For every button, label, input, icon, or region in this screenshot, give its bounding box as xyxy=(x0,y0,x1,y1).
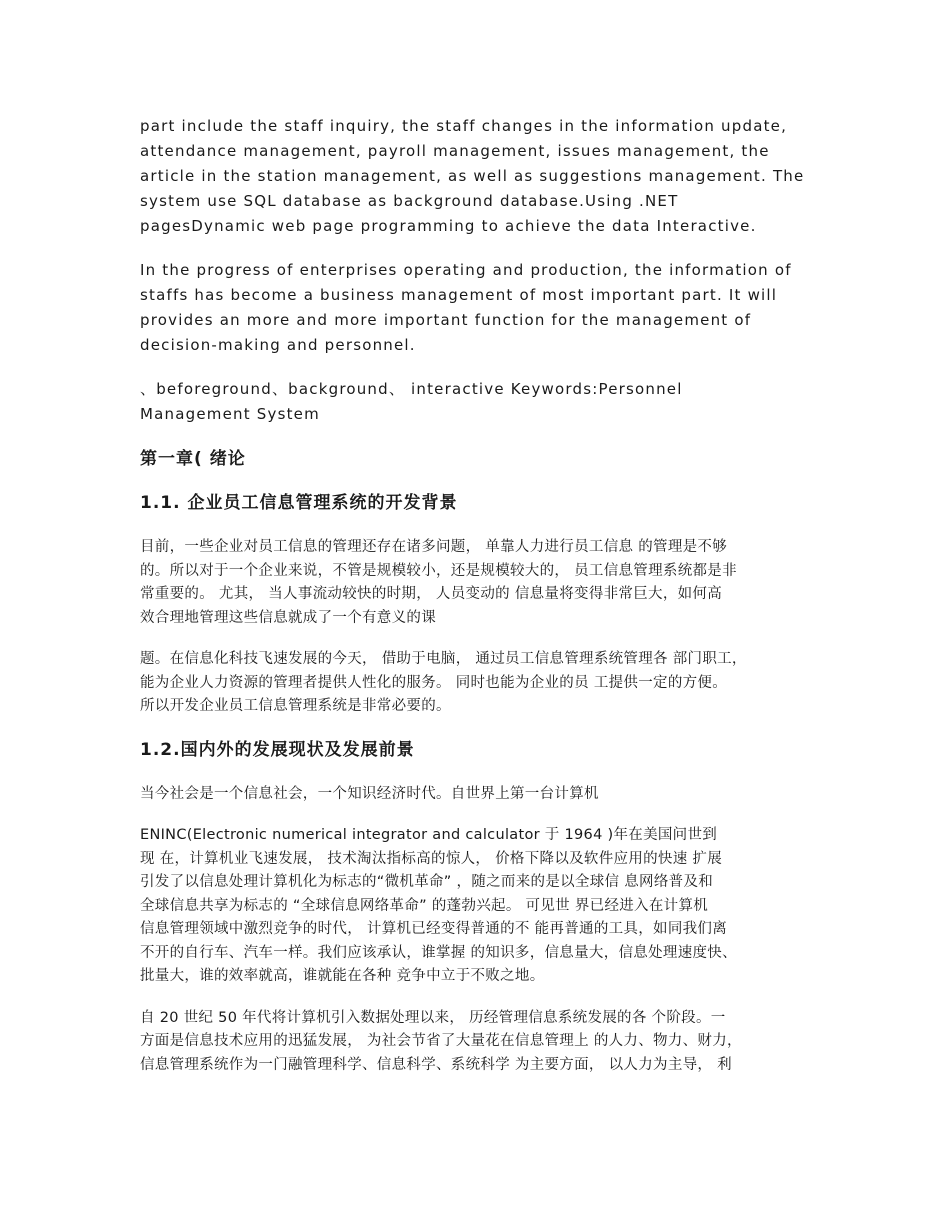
text-line: pagesDynamic web page programming to achieve the data Interactive. xyxy=(140,217,757,235)
text-line: 方面是信息技术应用的迅猛发展， 为社会节省了大量花在信息管理上 的人力、物力、财力， xyxy=(140,1033,742,1049)
text-line: 目前，一些企业对员工信息的管理还存在诸多问题， 单靠人力进行员工信息 的管理是不够 xyxy=(140,539,728,555)
section-1-2-paragraph-3 xyxy=(140,1007,820,1078)
text-line: 现 在，计算机业飞速发展， 技术淘汰指标高的惊人， 价格下降以及软件应用的快速 扩展 xyxy=(140,850,723,867)
text-line: system use SQL database as background database.Using .NET xyxy=(140,192,679,210)
text-line: 所以开发企业员工信息管理系统是非常必要的。 xyxy=(140,698,451,714)
text-line: 引发了以信息处理计算机化为标志的“微机革命” ，随之而来的是以全球信 息网络普及和 xyxy=(140,874,714,890)
text-line: staffs has become a business management of most important part. It will xyxy=(140,286,778,304)
text-line: decision-making and personnel. xyxy=(140,336,416,354)
text-line: 自 20 世纪 50 年代将计算机引入数据处理以来， 历经管理信息系统发展的各 个阶段。一 xyxy=(140,1009,726,1026)
text-line: provides an more and more important function for the management of xyxy=(140,311,752,329)
text-line: 常重要的。 尤其， 当人事流动较快的时期， 人员变动的 信息量将变得非常巨大，如何高 xyxy=(140,586,723,602)
document-page xyxy=(140,114,820,1095)
text-line: In the progress of enterprises operating and production, the information of xyxy=(140,261,792,279)
abstract-paragraph-1 xyxy=(140,114,820,239)
section-1-1-title: 1.1. 企业员工信息管理系统的开发背景 xyxy=(140,493,458,513)
text-line: 批量大，谁的效率就高，谁就能在各种 竞争中立于不败之地。 xyxy=(140,968,545,984)
text-line: 、beforeground、background、 interactive Keywords:Personnel xyxy=(140,380,683,398)
text-line: attendance management, payroll management, issues management, the xyxy=(140,142,770,160)
text-line: 当今社会是一个信息社会，一个知识经济时代。自世界上第一台计算机 xyxy=(140,785,599,802)
text-line: 全球信息共享为标志的 “全球信息网络革命” 的蓬勃兴起。 可见世 界已经进入在计算机 xyxy=(140,897,709,914)
text-line: 不开的自行车、汽车一样。我们应该承认，谁掌握 的知识多，信息量大，信息处理速度快、 xyxy=(140,944,737,961)
text-line: 题。在信息化科技飞速发展的今天， 借助于电脑， 通过员工信息管理系统管理各 部门职工， xyxy=(140,651,747,667)
text-line: 信息管理领域中激烈竞争的时代， 计算机已经变得普通的不 能再普通的工具，如同我们离 xyxy=(140,921,728,937)
section-1-2-paragraph-2 xyxy=(140,824,820,989)
section-1-2-title: 1.2.国内外的发展现状及发展前景 xyxy=(140,739,415,760)
section-1-2-paragraph-1 xyxy=(140,783,820,807)
text-line: ENINC(Electronic numerical integrator and calculator 于 1964 )年在美国问世到 xyxy=(140,827,718,843)
text-line: 的。所以对于一个企业来说，不管是规模较小，还是规模较大的， 员工信息管理系统都是非 xyxy=(140,562,737,579)
text-line: article in the station management, as well as suggestions management. The xyxy=(140,167,805,185)
text-line: 信息管理系统作为一门融管理科学、信息科学、系统科学 为主要方面， 以人力为主导， 利 xyxy=(140,1056,732,1073)
text-line: 效合理地管理这些信息就成了一个有意义的课 xyxy=(140,609,436,626)
text-line: part include the staff inquiry, the staff changes in the information update, xyxy=(140,117,788,135)
chapter-title: 第一章( 绪论 xyxy=(140,449,246,469)
section-1-1-paragraph-1 xyxy=(140,536,820,630)
abstract-paragraph-2 xyxy=(140,258,820,358)
keywords-paragraph xyxy=(140,377,820,427)
section-1-1-paragraph-2 xyxy=(140,648,820,719)
text-line: 能为企业人力资源的管理者提供人性化的服务。 同时也能为企业的员 工提供一定的方便。 xyxy=(140,674,728,691)
text-line: Management System xyxy=(140,405,320,423)
